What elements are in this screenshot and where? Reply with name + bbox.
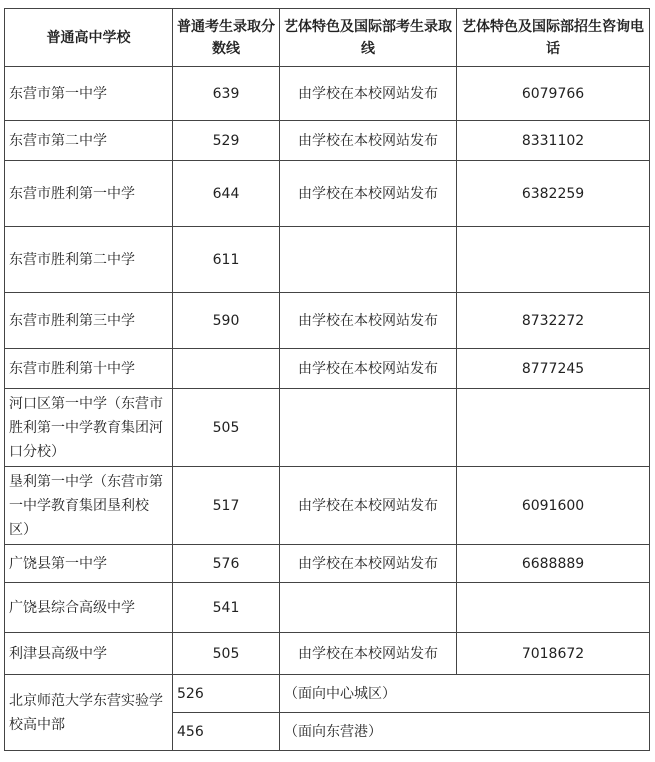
school-name: 东营市胜利第三中学 [5, 293, 173, 349]
table-row [5, 293, 650, 349]
phone-cell: 6079766 [457, 67, 650, 121]
art-cell: 由学校在本校网站发布 [280, 467, 457, 545]
special-school-name: 北京师范大学东营实验学校高中部 [5, 675, 173, 751]
table-row [5, 583, 650, 633]
art-cell: 由学校在本校网站发布 [280, 633, 457, 675]
school-name: 东营市胜利第二中学 [5, 227, 173, 293]
art-cell: 由学校在本校网站发布 [280, 293, 457, 349]
art-cell: 由学校在本校网站发布 [280, 121, 457, 161]
art-cell: 由学校在本校网站发布 [280, 349, 457, 389]
art-cell [280, 389, 457, 467]
header-score: 普通考生录取分数线 [173, 9, 280, 67]
table-row [5, 227, 650, 293]
art-cell: 由学校在本校网站发布 [280, 161, 457, 227]
table-row [5, 349, 650, 389]
score-cell: 590 [173, 293, 280, 349]
special-note-port: （面向东营港） [280, 713, 650, 751]
table-row [5, 67, 650, 121]
school-name: 东营市胜利第十中学 [5, 349, 173, 389]
school-name: 东营市第一中学 [5, 67, 173, 121]
special-score-port: 456 [173, 713, 280, 751]
art-cell [280, 227, 457, 293]
school-name: 东营市第二中学 [5, 121, 173, 161]
header-school: 普通高中学校 [5, 9, 173, 67]
header-row [5, 9, 650, 67]
phone-cell: 6688889 [457, 545, 650, 583]
table-row [5, 161, 650, 227]
table-row [5, 467, 650, 545]
score-cell: 541 [173, 583, 280, 633]
score-cell: 611 [173, 227, 280, 293]
special-note-city: （面向中心城区） [280, 675, 650, 713]
phone-cell: 6091600 [457, 467, 650, 545]
phone-cell: 8732272 [457, 293, 650, 349]
table-row [5, 545, 650, 583]
art-cell: 由学校在本校网站发布 [280, 545, 457, 583]
phone-cell: 7018672 [457, 633, 650, 675]
score-cell: 576 [173, 545, 280, 583]
art-cell: 由学校在本校网站发布 [280, 67, 457, 121]
school-name: 垦利第一中学（东营市第一中学教育集团垦利校区） [5, 467, 173, 545]
header-phone: 艺体特色及国际部招生咨询电话 [457, 9, 650, 67]
phone-cell [457, 227, 650, 293]
score-cell: 529 [173, 121, 280, 161]
special-row-city [5, 675, 650, 713]
school-name: 东营市胜利第一中学 [5, 161, 173, 227]
score-cell: 639 [173, 67, 280, 121]
phone-cell [457, 389, 650, 467]
phone-cell [457, 583, 650, 633]
table-row [5, 389, 650, 467]
score-cell [173, 349, 280, 389]
phone-cell: 6382259 [457, 161, 650, 227]
score-cell: 644 [173, 161, 280, 227]
phone-cell: 8777245 [457, 349, 650, 389]
school-name: 广饶县综合高级中学 [5, 583, 173, 633]
header-art: 艺体特色及国际部考生录取线 [280, 9, 457, 67]
art-cell [280, 583, 457, 633]
score-cell: 505 [173, 389, 280, 467]
score-cell: 505 [173, 633, 280, 675]
admission-table [4, 8, 650, 751]
score-cell: 517 [173, 467, 280, 545]
table-row [5, 633, 650, 675]
phone-cell: 8331102 [457, 121, 650, 161]
school-name: 广饶县第一中学 [5, 545, 173, 583]
school-name: 利津县高级中学 [5, 633, 173, 675]
special-score-city: 526 [173, 675, 280, 713]
school-name: 河口区第一中学（东营市胜利第一中学教育集团河口分校） [5, 389, 173, 467]
table-row [5, 121, 650, 161]
